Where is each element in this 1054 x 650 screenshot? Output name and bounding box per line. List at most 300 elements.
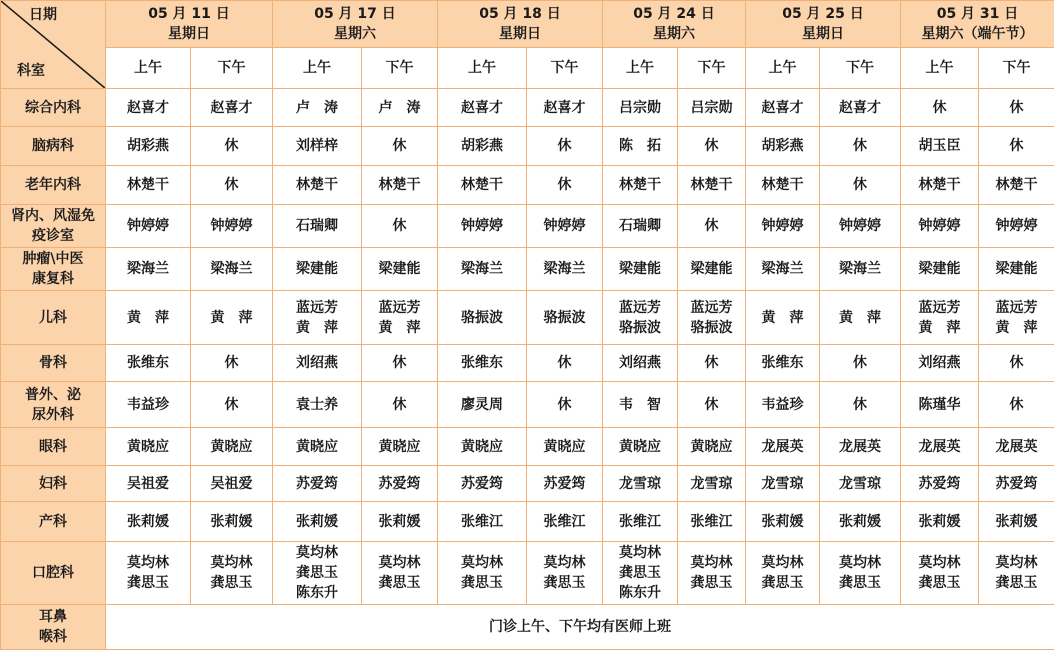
doctor-name: 林楚干 — [979, 175, 1054, 195]
doctor-name: 张莉媛 — [273, 512, 361, 532]
doctor-name: 钟婷婷 — [746, 216, 819, 236]
doctor-name: 龚思玉 — [901, 573, 978, 593]
doctor-name: 休 — [820, 136, 900, 156]
doctor-name: 龙雪琼 — [746, 474, 819, 494]
doctor-name: 蓝远芳 — [901, 298, 978, 318]
doctor-name: 蓝远芳 — [678, 298, 745, 318]
doctor-name: 休 — [678, 395, 745, 415]
schedule-cell — [603, 345, 678, 382]
doctor-name: 龙展英 — [820, 437, 900, 457]
schedule-cell — [678, 248, 746, 291]
department-name — [1, 466, 106, 502]
doctor-name: 张莉媛 — [979, 512, 1054, 532]
corner-cell — [1, 1, 106, 89]
schedule-cell — [273, 542, 362, 605]
doctor-name: 龚思玉 — [273, 563, 361, 583]
doctor-name: 蓝远芳 — [979, 298, 1054, 318]
doctor-name: 林楚干 — [603, 175, 677, 195]
doctor-name: 黄晓应 — [273, 437, 361, 457]
morning-header: 上午 — [438, 48, 527, 89]
schedule-cell — [820, 166, 901, 205]
doctor-name: 胡彩燕 — [438, 136, 526, 156]
schedule-cell — [191, 89, 273, 127]
schedule-cell — [527, 542, 603, 605]
schedule-cell — [191, 345, 273, 382]
schedule-cell — [603, 89, 678, 127]
doctor-name: 林楚干 — [273, 175, 361, 195]
schedule-cell — [678, 382, 746, 428]
doctor-name: 龚思玉 — [362, 573, 437, 593]
department-row — [1, 89, 1054, 127]
schedule-cell — [191, 382, 273, 428]
department-row — [1, 166, 1054, 205]
schedule-cell — [979, 248, 1054, 291]
department-name-line: 疫诊室 — [1, 226, 105, 246]
day-date: 05 月 25 日 — [746, 4, 900, 24]
schedule-cell — [603, 382, 678, 428]
doctor-name: 林楚干 — [678, 175, 745, 195]
doctor-name: 黄 萍 — [273, 318, 361, 338]
doctor-name: 吕宗勋 — [678, 98, 745, 118]
doctor-name: 胡玉臣 — [901, 136, 978, 156]
schedule-cell — [746, 466, 820, 502]
department-name — [1, 345, 106, 382]
schedule-cell — [678, 345, 746, 382]
day-header — [273, 1, 438, 48]
day-weekday: 星期日 — [438, 24, 602, 44]
doctor-name: 龙展英 — [979, 437, 1054, 457]
doctor-name: 骆振波 — [527, 308, 602, 328]
schedule-cell — [603, 291, 678, 345]
doctor-name: 蓝远芳 — [603, 298, 677, 318]
doctor-name: 林楚干 — [901, 175, 978, 195]
schedule-cell — [678, 428, 746, 466]
schedule-cell — [362, 382, 438, 428]
schedule-cell — [527, 205, 603, 248]
department-row — [1, 345, 1054, 382]
doctor-name: 龚思玉 — [603, 563, 677, 583]
doctor-name: 吴祖爱 — [191, 474, 272, 494]
department-name-line: 产科 — [1, 512, 105, 532]
doctor-name: 黄 萍 — [106, 308, 190, 328]
doctor-name: 休 — [191, 175, 272, 195]
doctor-name: 黄晓应 — [527, 437, 602, 457]
doctor-name: 龙雪琼 — [820, 474, 900, 494]
schedule-cell — [438, 248, 527, 291]
schedule-cell — [438, 502, 527, 542]
schedule-cell — [979, 345, 1054, 382]
department-name-line: 综合内科 — [1, 98, 105, 118]
day-header — [438, 1, 603, 48]
day-weekday: 星期六 — [603, 24, 745, 44]
department-row — [1, 291, 1054, 345]
schedule-cell — [979, 382, 1054, 428]
schedule-cell — [106, 166, 191, 205]
afternoon-header: 下午 — [527, 48, 603, 89]
schedule-cell — [273, 89, 362, 127]
doctor-name: 龚思玉 — [106, 573, 190, 593]
schedule-cell — [362, 89, 438, 127]
schedule-cell — [746, 89, 820, 127]
schedule-cell — [438, 166, 527, 205]
department-name — [1, 166, 106, 205]
doctor-name: 梁海兰 — [746, 259, 819, 279]
schedule-cell — [678, 127, 746, 166]
doctor-name: 黄晓应 — [678, 437, 745, 457]
schedule-cell — [901, 345, 979, 382]
day-header — [106, 1, 273, 48]
doctor-name: 休 — [901, 98, 978, 118]
doctor-name: 休 — [979, 98, 1054, 118]
doctor-name: 赵喜才 — [820, 98, 900, 118]
department-row — [1, 428, 1054, 466]
doctor-name: 莫均林 — [106, 553, 190, 573]
schedule-cell — [746, 502, 820, 542]
doctor-name: 刘绍燕 — [603, 353, 677, 373]
schedule-cell — [746, 382, 820, 428]
doctor-name: 苏爱筠 — [901, 474, 978, 494]
schedule-cell — [106, 345, 191, 382]
schedule-cell — [527, 248, 603, 291]
doctor-name: 休 — [527, 353, 602, 373]
schedule-cell — [106, 291, 191, 345]
schedule-cell — [746, 166, 820, 205]
doctor-name: 陈 拓 — [603, 136, 677, 156]
doctor-name: 龚思玉 — [979, 573, 1054, 593]
schedule-cell — [438, 127, 527, 166]
doctor-name: 钟婷婷 — [901, 216, 978, 236]
schedule-cell — [106, 466, 191, 502]
doctor-name: 林楚干 — [106, 175, 190, 195]
department-name — [1, 428, 106, 466]
schedule-cell — [901, 89, 979, 127]
doctor-name: 张莉媛 — [901, 512, 978, 532]
doctor-name: 张维东 — [746, 353, 819, 373]
schedule-cell — [527, 502, 603, 542]
schedule-cell — [191, 466, 273, 502]
doctor-name: 赵喜才 — [438, 98, 526, 118]
schedule-cell — [603, 502, 678, 542]
afternoon-header: 下午 — [678, 48, 746, 89]
doctor-name: 龚思玉 — [678, 573, 745, 593]
doctor-name: 钟婷婷 — [191, 216, 272, 236]
schedule-cell — [979, 291, 1054, 345]
doctor-name: 张莉媛 — [362, 512, 437, 532]
doctor-name: 休 — [362, 136, 437, 156]
doctor-name: 黄 萍 — [901, 318, 978, 338]
schedule-cell — [438, 205, 527, 248]
doctor-name: 赵喜才 — [191, 98, 272, 118]
schedule-cell — [979, 466, 1054, 502]
doctor-name: 莫均林 — [603, 543, 677, 563]
schedule-cell — [191, 248, 273, 291]
doctor-name: 苏爱筠 — [527, 474, 602, 494]
schedule-cell — [362, 345, 438, 382]
schedule-cell — [527, 89, 603, 127]
schedule-cell — [527, 291, 603, 345]
schedule-cell — [820, 248, 901, 291]
schedule-cell — [820, 542, 901, 605]
doctor-name: 龙展英 — [901, 437, 978, 457]
doctor-name: 赵喜才 — [746, 98, 819, 118]
doctor-name: 休 — [820, 395, 900, 415]
doctor-name: 梁建能 — [678, 259, 745, 279]
doctor-name: 休 — [678, 136, 745, 156]
schedule-cell — [820, 127, 901, 166]
schedule-cell — [273, 345, 362, 382]
schedule-cell — [191, 166, 273, 205]
schedule-cell — [901, 382, 979, 428]
schedule-cell — [191, 542, 273, 605]
schedule-cell — [106, 127, 191, 166]
doctor-name: 张维江 — [438, 512, 526, 532]
doctor-name: 休 — [362, 395, 437, 415]
schedule-cell — [273, 428, 362, 466]
doctor-name: 休 — [362, 216, 437, 236]
doctor-name: 袁士养 — [273, 395, 361, 415]
schedule-cell — [746, 345, 820, 382]
schedule-cell — [979, 205, 1054, 248]
doctor-name: 龚思玉 — [191, 573, 272, 593]
doctor-name: 梁海兰 — [820, 259, 900, 279]
doctor-name: 梁建能 — [273, 259, 361, 279]
doctor-name: 龙展英 — [746, 437, 819, 457]
doctor-name: 苏爱筠 — [979, 474, 1054, 494]
doctor-name: 陈瑾华 — [901, 395, 978, 415]
schedule-cell — [362, 428, 438, 466]
doctor-name: 林楚干 — [438, 175, 526, 195]
doctor-name: 黄晓应 — [603, 437, 677, 457]
doctor-name: 张维江 — [603, 512, 677, 532]
department-name — [1, 382, 106, 428]
doctor-name: 梁建能 — [901, 259, 978, 279]
doctor-name: 赵喜才 — [106, 98, 190, 118]
department-name-line: 肿瘤\中医 — [1, 249, 105, 269]
department-row — [1, 127, 1054, 166]
doctor-name: 梁建能 — [362, 259, 437, 279]
schedule-cell — [678, 205, 746, 248]
doctor-name: 刘绍燕 — [901, 353, 978, 373]
schedule-cell — [438, 89, 527, 127]
schedule-cell — [901, 127, 979, 166]
doctor-name: 休 — [191, 395, 272, 415]
schedule-cell — [746, 428, 820, 466]
doctor-name: 张维东 — [106, 353, 190, 373]
doctor-name: 陈东升 — [273, 583, 361, 603]
day-weekday: 星期六（端午节） — [901, 24, 1054, 44]
day-date: 05 月 31 日 — [901, 4, 1054, 24]
department-name-line: 肾内、风湿免 — [1, 206, 105, 226]
morning-header: 上午 — [746, 48, 820, 89]
schedule-cell — [820, 291, 901, 345]
schedule-cell — [979, 542, 1054, 605]
doctor-name: 休 — [527, 395, 602, 415]
schedule-cell — [746, 205, 820, 248]
doctor-name: 休 — [820, 353, 900, 373]
schedule-cell — [362, 205, 438, 248]
schedule-cell — [106, 542, 191, 605]
day-header — [603, 1, 746, 48]
doctor-name: 莫均林 — [746, 553, 819, 573]
doctor-name: 张维东 — [438, 353, 526, 373]
department-name — [1, 205, 106, 248]
department-name — [1, 605, 106, 650]
schedule-cell — [362, 166, 438, 205]
schedule-cell — [678, 502, 746, 542]
schedule-cell — [820, 382, 901, 428]
doctor-name: 苏爱筠 — [362, 474, 437, 494]
doctor-name: 胡彩燕 — [746, 136, 819, 156]
schedule-cell — [191, 291, 273, 345]
doctor-name: 莫均林 — [678, 553, 745, 573]
doctor-name: 莫均林 — [527, 553, 602, 573]
schedule-cell — [362, 502, 438, 542]
schedule-cell — [901, 502, 979, 542]
schedule-cell — [820, 89, 901, 127]
doctor-name: 刘绍燕 — [273, 353, 361, 373]
doctor-name: 张维江 — [527, 512, 602, 532]
schedule-cell — [527, 345, 603, 382]
schedule-cell — [527, 382, 603, 428]
doctor-name: 黄 萍 — [979, 318, 1054, 338]
corner-dept-label: 科室 — [17, 61, 45, 81]
doctor-name: 休 — [678, 216, 745, 236]
schedule-body — [1, 89, 1054, 650]
department-row — [1, 205, 1054, 248]
schedule-cell — [438, 428, 527, 466]
schedule-cell — [678, 466, 746, 502]
schedule-cell — [191, 428, 273, 466]
schedule-cell — [746, 542, 820, 605]
doctor-name: 莫均林 — [979, 553, 1054, 573]
schedule-cell — [527, 466, 603, 502]
schedule-cell — [746, 291, 820, 345]
schedule-cell — [527, 127, 603, 166]
doctor-name: 骆振波 — [438, 308, 526, 328]
day-weekday: 星期六 — [273, 24, 437, 44]
doctor-name: 莫均林 — [362, 553, 437, 573]
doctor-name: 韦益珍 — [746, 395, 819, 415]
doctor-name: 休 — [527, 175, 602, 195]
department-name-line: 耳鼻 — [1, 607, 105, 627]
schedule-cell — [603, 248, 678, 291]
schedule-cell — [273, 382, 362, 428]
department-name — [1, 542, 106, 605]
morning-header: 上午 — [901, 48, 979, 89]
doctor-name: 梁建能 — [603, 259, 677, 279]
doctor-name: 黄晓应 — [362, 437, 437, 457]
department-name — [1, 248, 106, 291]
doctor-name: 卢 涛 — [362, 98, 437, 118]
doctor-name: 龚思玉 — [438, 573, 526, 593]
department-row — [1, 542, 1054, 605]
schedule-cell — [678, 166, 746, 205]
schedule-cell — [362, 248, 438, 291]
doctor-name: 钟婷婷 — [979, 216, 1054, 236]
doctor-name: 石瑞卿 — [273, 216, 361, 236]
doctor-name: 张莉媛 — [746, 512, 819, 532]
schedule-cell — [527, 166, 603, 205]
department-row — [1, 382, 1054, 428]
half-day-header-row — [1, 48, 1054, 89]
department-name-line: 喉科 — [1, 627, 105, 647]
department-row — [1, 248, 1054, 291]
department-name-line: 眼科 — [1, 437, 105, 457]
schedule-cell — [438, 542, 527, 605]
schedule-cell — [603, 166, 678, 205]
department-name-line: 尿外科 — [1, 405, 105, 425]
morning-header: 上午 — [603, 48, 678, 89]
schedule-cell — [901, 542, 979, 605]
schedule-cell — [603, 466, 678, 502]
schedule-cell — [678, 291, 746, 345]
schedule-cell — [979, 127, 1054, 166]
schedule-cell — [901, 205, 979, 248]
doctor-name: 莫均林 — [438, 553, 526, 573]
doctor-name: 休 — [527, 136, 602, 156]
doctor-name: 休 — [678, 353, 745, 373]
doctor-name: 龙雪琼 — [678, 474, 745, 494]
doctor-name: 石瑞卿 — [603, 216, 677, 236]
doctor-name: 龚思玉 — [527, 573, 602, 593]
afternoon-header: 下午 — [191, 48, 273, 89]
day-date: 05 月 17 日 — [273, 4, 437, 24]
doctor-name: 黄晓应 — [106, 437, 190, 457]
doctor-name: 莫均林 — [820, 553, 900, 573]
schedule-cell — [106, 205, 191, 248]
doctor-name: 蓝远芳 — [273, 298, 361, 318]
doctor-name: 吴祖爱 — [106, 474, 190, 494]
day-date: 05 月 24 日 — [603, 4, 745, 24]
schedule-cell — [603, 542, 678, 605]
doctor-name: 钟婷婷 — [106, 216, 190, 236]
schedule-cell — [746, 127, 820, 166]
schedule-cell — [191, 502, 273, 542]
schedule-cell — [362, 127, 438, 166]
day-date: 05 月 11 日 — [106, 4, 272, 24]
schedule-cell — [678, 89, 746, 127]
doctor-name: 刘样梓 — [273, 136, 361, 156]
doctor-name: 张维江 — [678, 512, 745, 532]
department-name-line: 普外、泌 — [1, 385, 105, 405]
doctor-name: 龚思玉 — [820, 573, 900, 593]
schedule-cell — [273, 248, 362, 291]
schedule-cell — [820, 205, 901, 248]
schedule-cell — [820, 345, 901, 382]
schedule-cell — [901, 291, 979, 345]
doctor-name: 黄 萍 — [362, 318, 437, 338]
morning-header: 上午 — [106, 48, 191, 89]
afternoon-header: 下午 — [979, 48, 1054, 89]
doctor-name: 韦 智 — [603, 395, 677, 415]
doctor-name: 韦益珍 — [106, 395, 190, 415]
doctor-name: 休 — [191, 136, 272, 156]
department-name — [1, 89, 106, 127]
doctor-name: 梁海兰 — [191, 259, 272, 279]
doctor-name: 卢 涛 — [273, 98, 361, 118]
doctor-name: 休 — [979, 353, 1054, 373]
doctor-name: 赵喜才 — [527, 98, 602, 118]
doctor-name: 林楚干 — [362, 175, 437, 195]
schedule-cell — [979, 502, 1054, 542]
department-name — [1, 127, 106, 166]
afternoon-header: 下午 — [820, 48, 901, 89]
doctor-name: 骆振波 — [678, 318, 745, 338]
schedule-cell — [979, 166, 1054, 205]
department-name — [1, 502, 106, 542]
schedule-cell — [901, 248, 979, 291]
day-header — [746, 1, 901, 48]
